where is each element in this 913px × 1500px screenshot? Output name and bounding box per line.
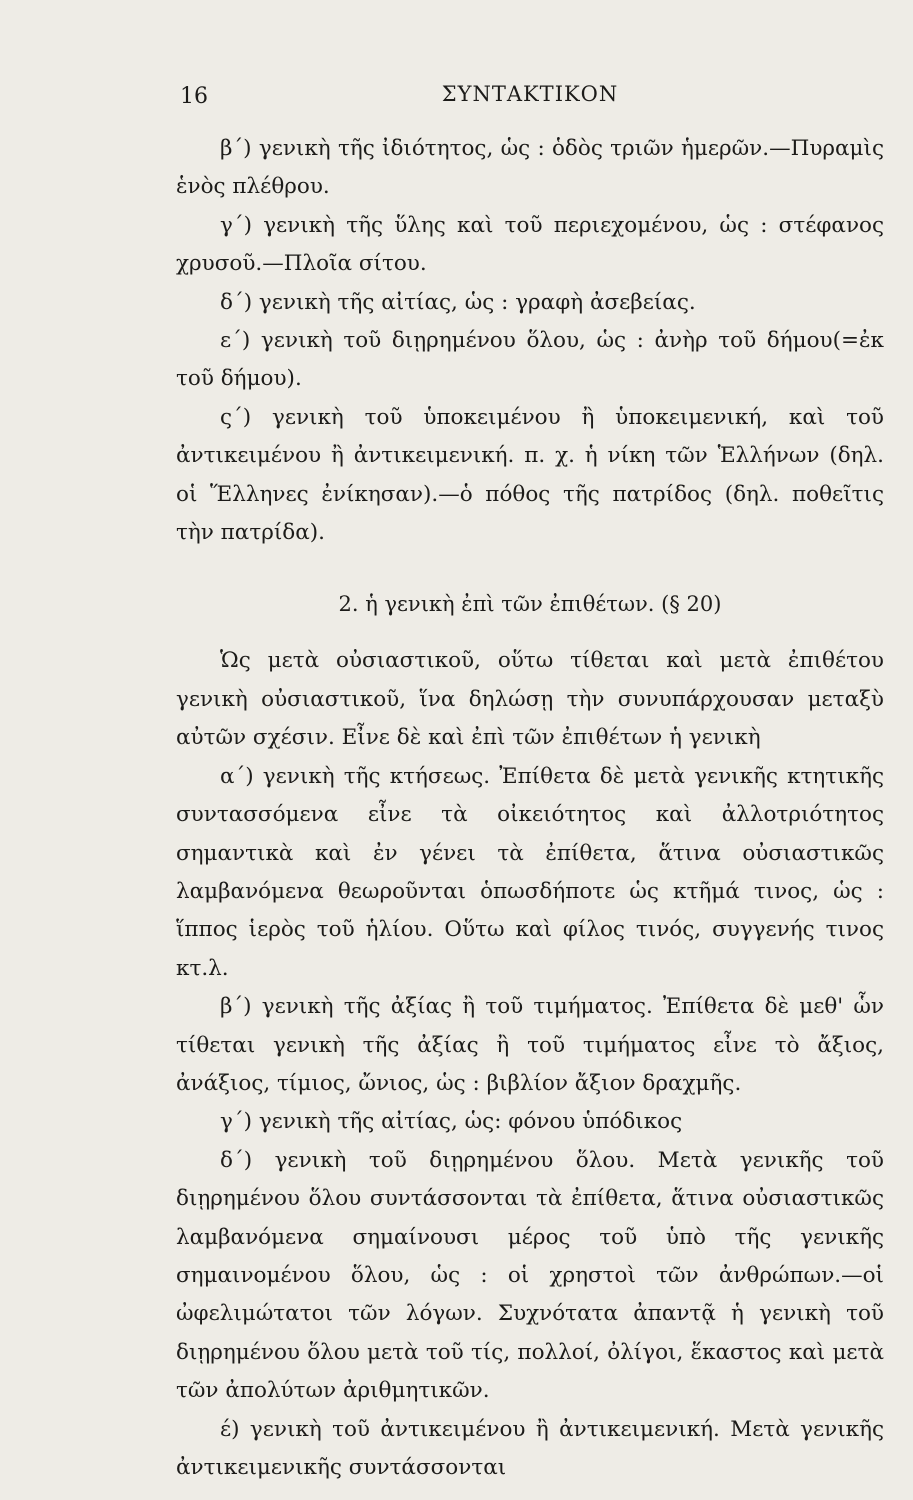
paragraph-delta-partitive: δ΄) γενικὴ τοῦ διῃρημένου ὅλου. Μετὰ γενικῆς τοῦ διῃρημένου ὅλου συντάσσονται τὰ ἐπίθετα, ἅτινα οὐσιαστικῶς λαμβανόμενα σημαίνουσι μέρος τοῦ ὑπὸ τῆς γενικῆς σημαινομένου ὅλου, ὡς : οἱ χρηστοὶ τῶν ἀνθρώπων.—οἱ ὠφελιμώτατοι τῶν λόγων. Συχνότατα ἀπαντᾷ ἡ γενικὴ τοῦ διῃρημένου ὅλου μετὰ τοῦ τίς, πολλοί, ὀλίγοι, ἕκαστος καὶ μετὰ τῶν ἀπολύτων ἀριθμητικῶν. <box>176 1147 884 1404</box>
paragraph-beta-value: β΄) γενικὴ τῆς ἀξίας ἢ τοῦ τιμήματος. Ἐπίθετα δὲ μεθ' ὧν τίθεται γενικὴ τῆς ἀξίας ἢ τοῦ τιμήματος εἶνε τὸ ἄξιος, ἀνάξιος, τίμιος, ὤνιος, ὡς : βιβλίον ἄξιον δραχμῆς. <box>176 994 884 1096</box>
page-header <box>170 80 890 116</box>
paragraph-delta-cause: δ΄) γενικὴ τῆς αἰτίας, ὡς : γραφὴ ἀσεβείας. <box>220 289 696 315</box>
paragraph-gamma-material: γ΄) γενικὴ τῆς ὕλης καὶ τοῦ περιεχομένου, ὡς : στέφανος χρυσοῦ.—Πλοῖα σίτου. <box>176 212 884 277</box>
paragraph-stigma-subjective: ς΄) γενικὴ τοῦ ὑποκειμένου ἢ ὑποκειμενική, καὶ τοῦ ἀντικειμένου ἢ ἀντικειμενική. π. χ. ἡ νίκη τῶν Ἑλλήνων (δηλ. οἱ Ἕλληνες ἐνίκησαν).—ὁ πόθος τῆς πατρίδος (δηλ. ποθεῖτις τὴν πατρίδα). <box>176 404 884 546</box>
section-heading: 2. ἡ γενικὴ ἐπὶ τῶν ἐπιθέτων. (§ 20) <box>338 592 722 617</box>
paragraph-alpha-possession: α΄) γενικὴ τῆς κτήσεως. Ἐπίθετα δὲ μετὰ γενικῆς κτητικῆς συντασσόμενα εἶνε τὰ οἰκειότητος καὶ ἀλλοτριότητος σημαντικὰ καὶ ἐν γένει τὰ ἐπίθετα, ἅτινα οὐσιαστικῶς λαμβανόμενα θεωροῦνται ὁπωσδήποτε ὡς κτῆμά τινος, ὡς : ἵππος ἱερὸς τοῦ ἡλίου. Οὕτω καὶ φίλος τινός, συγγενής τινος κτ.λ. <box>176 763 884 981</box>
page-body <box>176 130 884 1487</box>
paragraph-intro-adjectives: Ὡς μετὰ οὐσιαστικοῦ, οὕτω τίθεται καὶ μετὰ ἐπιθέτου γενικὴ οὐσιαστικοῦ, ἵνα δηλώσῃ τὴν συνυπάρχουσαν μεταξὺ αὐτῶν σχέσιν. Εἶνε δὲ καὶ ἐπὶ τῶν ἐπιθέτων ἡ γενικὴ <box>176 648 884 751</box>
running-title: ΣΥΝΤΑΚΤΙΚΟΝ <box>441 82 619 106</box>
paragraph-beta-property: β΄) γενικὴ τῆς ἰδιότητος, ὡς : ὁδὸς τριῶν ἡμερῶν.—Πυραμὶς ἑνὸς πλέθρου. <box>176 136 884 200</box>
paragraph-epsilon-objective: έ) γενικὴ τοῦ ἀντικειμένου ἢ ἀντικειμενική. Μετὰ γενικῆς ἀντικειμενικῆς συντάσσονται <box>176 1416 884 1480</box>
paragraph-gamma-cause: γ΄) γενικὴ τῆς αἰτίας, ὡς: φόνου ὑπόδικος <box>220 1109 683 1135</box>
page-number: 16 <box>180 84 208 109</box>
paragraph-epsilon-partitive: ε΄) γενικὴ τοῦ διῃρημένου ὅλου, ὡς : ἀνὴρ τοῦ δήμου(=ἐκ τοῦ δήμου). <box>176 328 884 392</box>
